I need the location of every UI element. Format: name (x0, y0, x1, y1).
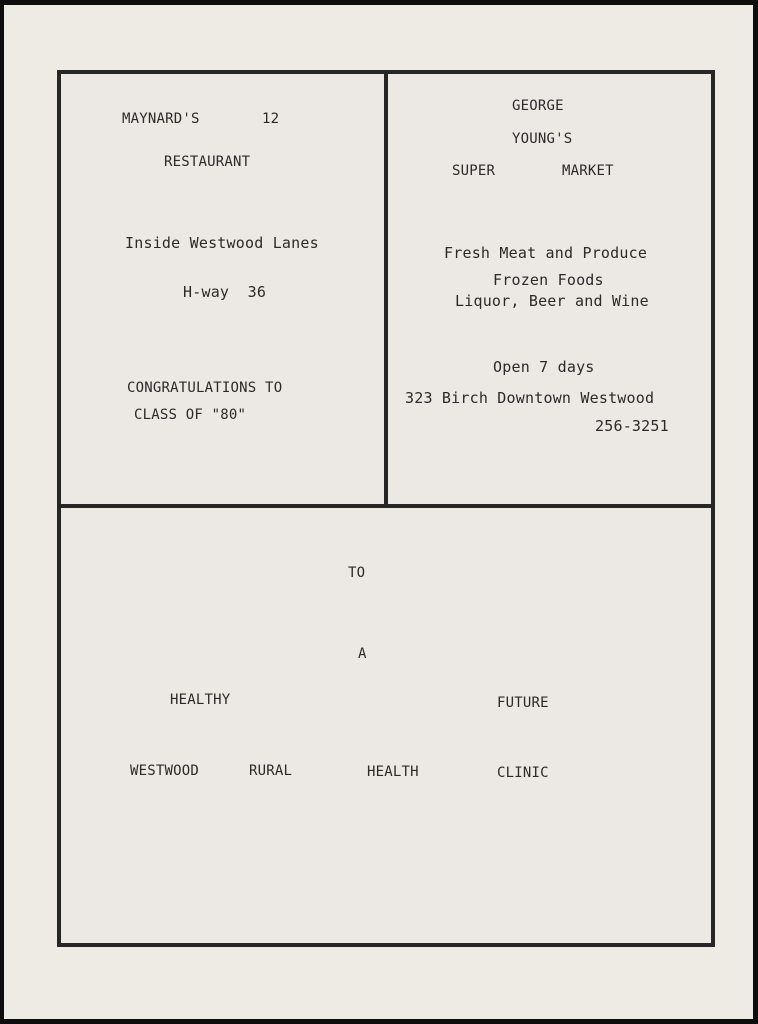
market-name-2: YOUNG'S (512, 131, 573, 147)
clinic-a: A (358, 646, 367, 662)
clinic-rural: RURAL (249, 763, 293, 779)
clinic-clinic: CLINIC (497, 765, 549, 781)
clinic-health: HEALTH (367, 764, 419, 780)
market-name-1: GEORGE (512, 98, 564, 114)
congrats-line-2: CLASS OF "80" (134, 407, 247, 423)
restaurant-number: 12 (262, 111, 280, 127)
clinic-healthy: HEALTHY (170, 692, 231, 708)
restaurant-name: MAYNARD'S (122, 111, 200, 127)
clinic-to: TO (348, 565, 366, 581)
clinic-future: FUTURE (497, 695, 549, 711)
market-address: 323 Birch Downtown Westwood (405, 389, 655, 407)
market-line-3: Liquor, Beer and Wine (455, 292, 649, 310)
market-line-2: Frozen Foods (493, 271, 604, 289)
congrats-line-1: CONGRATULATIONS TO (127, 380, 283, 396)
vertical-divider (384, 70, 388, 508)
market-line-1: Fresh Meat and Produce (444, 244, 648, 262)
restaurant-location: Inside Westwood Lanes (125, 234, 319, 252)
restaurant-highway: H-way 36 (183, 283, 267, 301)
market-super: SUPER (452, 163, 496, 179)
market-hours: Open 7 days (493, 358, 595, 376)
restaurant-type: RESTAURANT (164, 154, 251, 170)
market-phone: 256-3251 (595, 417, 669, 435)
clinic-westwood: WESTWOOD (130, 763, 200, 779)
market-market: MARKET (562, 163, 614, 179)
horizontal-divider (57, 504, 715, 508)
